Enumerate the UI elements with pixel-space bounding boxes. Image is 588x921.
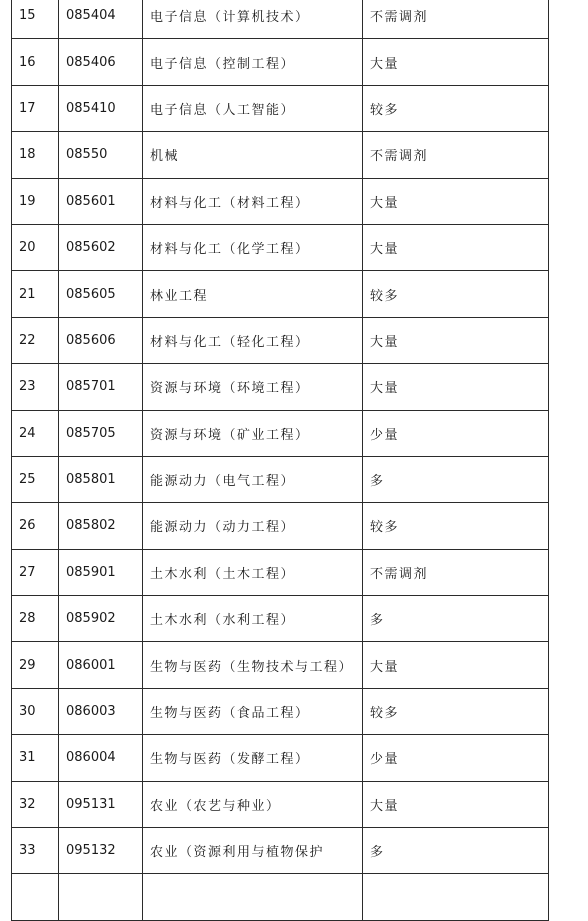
table-row <box>12 85 549 131</box>
adjustment-status-cell: 大量 <box>363 39 549 85</box>
program-code-cell: 085406 <box>59 39 143 85</box>
program-code-cell: 085802 <box>59 503 143 549</box>
row-number-cell: 21 <box>12 271 59 317</box>
table-row <box>12 781 549 827</box>
program-name-cell: 电子信息（控制工程） <box>143 39 363 85</box>
row-number-cell: 29 <box>12 642 59 688</box>
adjustment-status-cell: 少量 <box>363 735 549 781</box>
row-number-cell: 16 <box>12 39 59 85</box>
table-row <box>12 39 549 85</box>
program-name-cell: 土木水利（水利工程） <box>143 596 363 642</box>
adjustment-status-cell: 大量 <box>363 317 549 363</box>
adjustment-status-cell: 少量 <box>363 410 549 456</box>
adjustment-status-cell: 大量 <box>363 642 549 688</box>
adjustment-status-cell: 不需调剂 <box>363 132 549 178</box>
table-row <box>12 596 549 642</box>
program-name-cell: 电子信息（计算机技术） <box>143 0 363 39</box>
program-code-cell: 085901 <box>59 549 143 595</box>
program-code-cell: 085601 <box>59 178 143 224</box>
table-row <box>12 317 549 363</box>
row-number-cell: 23 <box>12 364 59 410</box>
table-row <box>12 410 549 456</box>
program-name-cell: 机械 <box>143 132 363 178</box>
row-number-cell: 20 <box>12 224 59 270</box>
program-code-cell: 085404 <box>59 0 143 39</box>
program-code-cell: 085801 <box>59 456 143 502</box>
adjustment-status-cell: 大量 <box>363 178 549 224</box>
program-name-cell: 材料与化工（材料工程） <box>143 178 363 224</box>
adjustment-status-cell: 大量 <box>363 224 549 270</box>
program-name-cell: 林业工程 <box>143 271 363 317</box>
program-code-cell: 085902 <box>59 596 143 642</box>
program-name-cell: 土木水利（土木工程） <box>143 549 363 595</box>
table-row <box>12 874 549 920</box>
table-row <box>12 132 549 178</box>
row-number-cell: 27 <box>12 549 59 595</box>
table-row <box>12 688 549 734</box>
program-name-cell: 生物与医药（食品工程） <box>143 688 363 734</box>
row-number-cell: 25 <box>12 456 59 502</box>
adjustment-status-cell: 较多 <box>363 503 549 549</box>
program-name-cell: 材料与化工（轻化工程） <box>143 317 363 363</box>
table-row <box>12 828 549 874</box>
program-code-cell: 085701 <box>59 364 143 410</box>
table-row <box>12 456 549 502</box>
row-number-cell: 32 <box>12 781 59 827</box>
program-code-cell: 095131 <box>59 781 143 827</box>
program-code-cell: 08550 <box>59 132 143 178</box>
row-number-cell: 18 <box>12 132 59 178</box>
program-code-cell: 085602 <box>59 224 143 270</box>
program-table <box>11 0 549 921</box>
program-code-cell: 086003 <box>59 688 143 734</box>
row-number-cell: 31 <box>12 735 59 781</box>
program-name-cell: 能源动力（电气工程） <box>143 456 363 502</box>
program-name-cell: 生物与医药（发酵工程） <box>143 735 363 781</box>
program-name-cell: 电子信息（人工智能） <box>143 85 363 131</box>
adjustment-status-cell: 较多 <box>363 271 549 317</box>
row-number-cell: 28 <box>12 596 59 642</box>
program-code-cell: 086004 <box>59 735 143 781</box>
table-row <box>12 735 549 781</box>
adjustment-status-cell: 不需调剂 <box>363 549 549 595</box>
row-number-cell: 26 <box>12 503 59 549</box>
program-table-body <box>12 0 549 920</box>
row-number-cell <box>12 874 59 920</box>
table-row <box>12 178 549 224</box>
adjustment-status-cell: 多 <box>363 828 549 874</box>
row-number-cell: 19 <box>12 178 59 224</box>
row-number-cell: 24 <box>12 410 59 456</box>
table-row <box>12 364 549 410</box>
table-row <box>12 549 549 595</box>
row-number-cell: 17 <box>12 85 59 131</box>
program-code-cell: 085605 <box>59 271 143 317</box>
program-code-cell: 086001 <box>59 642 143 688</box>
program-name-cell <box>143 874 363 920</box>
table-row <box>12 503 549 549</box>
row-number-cell: 15 <box>12 0 59 39</box>
program-code-cell: 085705 <box>59 410 143 456</box>
program-name-cell: 资源与环境（环境工程） <box>143 364 363 410</box>
program-name-cell: 资源与环境（矿业工程） <box>143 410 363 456</box>
adjustment-status-cell: 不需调剂 <box>363 0 549 39</box>
adjustment-status-cell: 大量 <box>363 364 549 410</box>
adjustment-status-cell: 较多 <box>363 85 549 131</box>
table-row <box>12 0 549 39</box>
row-number-cell: 22 <box>12 317 59 363</box>
program-name-cell: 农业（资源利用与植物保护 <box>143 828 363 874</box>
adjustment-status-cell: 多 <box>363 596 549 642</box>
adjustment-status-cell: 大量 <box>363 781 549 827</box>
row-number-cell: 30 <box>12 688 59 734</box>
adjustment-status-cell: 多 <box>363 456 549 502</box>
program-name-cell: 能源动力（动力工程） <box>143 503 363 549</box>
program-name-cell: 材料与化工（化学工程） <box>143 224 363 270</box>
adjustment-status-cell: 较多 <box>363 688 549 734</box>
program-code-cell: 095132 <box>59 828 143 874</box>
program-code-cell <box>59 874 143 920</box>
program-name-cell: 农业（农艺与种业） <box>143 781 363 827</box>
program-code-cell: 085606 <box>59 317 143 363</box>
table-row <box>12 271 549 317</box>
program-code-cell: 085410 <box>59 85 143 131</box>
row-number-cell: 33 <box>12 828 59 874</box>
table-row <box>12 224 549 270</box>
program-name-cell: 生物与医药（生物技术与工程） <box>143 642 363 688</box>
adjustment-status-cell <box>363 874 549 920</box>
table-row <box>12 642 549 688</box>
